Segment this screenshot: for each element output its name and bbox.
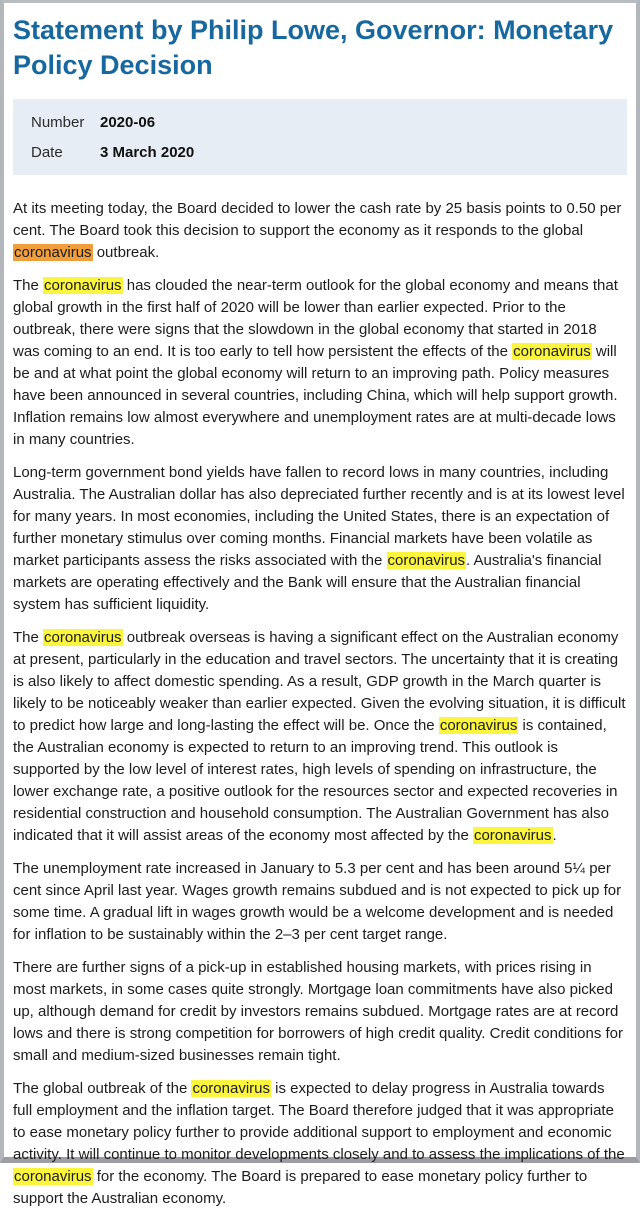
meta-label-number: Number [31,114,85,131]
meta-row-number [31,112,609,133]
meta-value-date: 3 March 2020 [100,144,195,161]
meta-row-date [31,142,609,163]
search-highlight: coronavirus [192,1080,271,1097]
page-title: Statement by Philip Lowe, Governor: Monetary Policy Decision [13,15,614,80]
search-highlight: coronavirus [513,343,591,360]
paragraph: The unemployment rate increased in January to 5.3 per cent and has been around 5¼ per cent since April last year. Wages growth remains subdued and is not expected to pick up for some time. A gradual lift in wages growth would be a welcome development and is needed for inflation to be sustainably within the 2–3 per cent target range. [13,860,622,943]
paragraph: There are further signs of a pick-up in established housing markets, with prices rising in most markets, in some cases quite strongly. Mortgage loan commitments have also picked up, although demand for credit by investors remains subdued. Mortgage rates are at record lows and there is strong competition for borrowers of high credit quality. Credit conditions for small and medium-sized businesses remain tight. [13,959,624,1064]
meta-value-number: 2020-06 [100,114,156,131]
paragraph: The coronavirus has clouded the near-term outlook for the global economy and means that global growth in the first half of 2020 will be lower than earlier expected. Prior to the outbreak, there were signs that the slowdown in the global economy that started in 2018 was coming to an end. It is too early to tell how persistent the effects of the coronavirus will be and at what point the global economy will return to an improving path. Policy measures have been announced in several countries, including China, which will help support growth. Inflation remains low almost everywhere and unemployment rates are at multi-decade lows in many countries. [13,277,618,448]
search-highlight: coronavirus [44,277,122,294]
meta-label-date: Date [31,144,63,161]
search-highlight: coronavirus [439,717,518,734]
search-highlight: coronavirus [473,827,552,844]
paragraph: At its meeting today, the Board decided to lower the cash rate by 25 basis points to 0.50 per cent. The Board took this decision to support the economy as it responds to the global coronavirus outbreak. [13,200,622,261]
paragraph: The coronavirus outbreak overseas is having a significant effect on the Australian economy at present, particularly in the education and travel sectors. The uncertainty that it is creating is also likely to affect domestic spending. As a result, GDP growth in the March quarter is likely to be noticeably weaker than earlier expected. Given the evolving situation, it is difficult to predict how large and long-lasting the effect will be. Once the coronavirus is contained, the Australian economy is expected to return to an improving trend. This outlook is supported by the low level of interest rates, high levels of spending on infrastructure, the lower exchange rate, a positive outlook for the resources sector and expected recoveries in residential construction and household consumption. The Australian Government has also indicated that it will assist areas of the economy most affected by the coronavirus. [13,629,626,844]
search-highlight-active: coronavirus [14,244,92,261]
paragraph: Long-term government bond yields have fallen to record lows in many countries, including Australia. The Australian dollar has also depreciated further recently and is at its lowest level for many years. In most economies, including the United States, there is an expectation of further monetary stimulus over coming months. Financial markets have been volatile as market participants assess the risks associated with the coronavirus. Australia's financial markets are operating effectively and the Bank will ensure that the Australian financial system has sufficient liquidity. [13,464,625,613]
release-meta-box [13,99,627,175]
article-body [13,198,627,1210]
paragraph: The global outbreak of the coronavirus is expected to delay progress in Australia towards full employment and the inflation target. The Board therefore judged that it was appropriate to ease monetary policy further to provide additional support to employment and economic activity. It will continue to monitor developments closely and to assess the implications of the coronavirus for the economy. The Board is prepared to ease monetary policy further to support the Australian economy. [13,1080,625,1207]
search-highlight: coronavirus [387,552,466,569]
search-highlight: coronavirus [14,1168,92,1185]
search-highlight: coronavirus [44,629,122,646]
